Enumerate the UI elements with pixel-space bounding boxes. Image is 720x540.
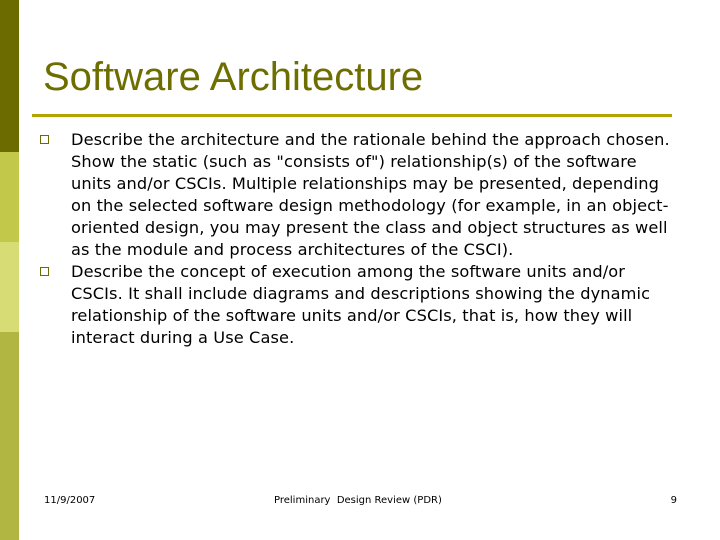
- square-bullet-icon: [40, 135, 49, 144]
- title-divider: [32, 114, 672, 117]
- square-bullet-icon: [40, 267, 49, 276]
- accent-band-segment: [0, 332, 19, 540]
- footer-date: 11/9/2007: [44, 495, 96, 506]
- accent-band-segment: [0, 0, 19, 152]
- bullet-item: [40, 129, 680, 261]
- slide-title: Software Architecture: [43, 55, 424, 99]
- page-number: 9: [670, 495, 677, 506]
- bullet-text: Describe the architecture and the rationale behind the approach chosen. Show the static (such as "consists of") relationship(s) of the software units and/or CSCIs. Multiple relationships may be presented, depending on the selected software design methodology (for example, in an object-oriented design, you may present the class and object structures as well as the module and process architectures of the CSCI).: [71, 130, 670, 259]
- footer-title: Preliminary Design Review (PDR): [274, 495, 442, 506]
- accent-band-segment: [0, 152, 19, 242]
- left-accent-band: [0, 0, 19, 540]
- accent-band-segment: [0, 242, 19, 332]
- bullet-list: [40, 129, 680, 349]
- bullet-text: Describe the concept of execution among the software units and/or CSCIs. It shall include diagrams and descriptions showing the dynamic relationship of the software units and/or CSCIs, that is, how they will interact during a Use Case.: [71, 262, 651, 347]
- bullet-item: [40, 261, 680, 349]
